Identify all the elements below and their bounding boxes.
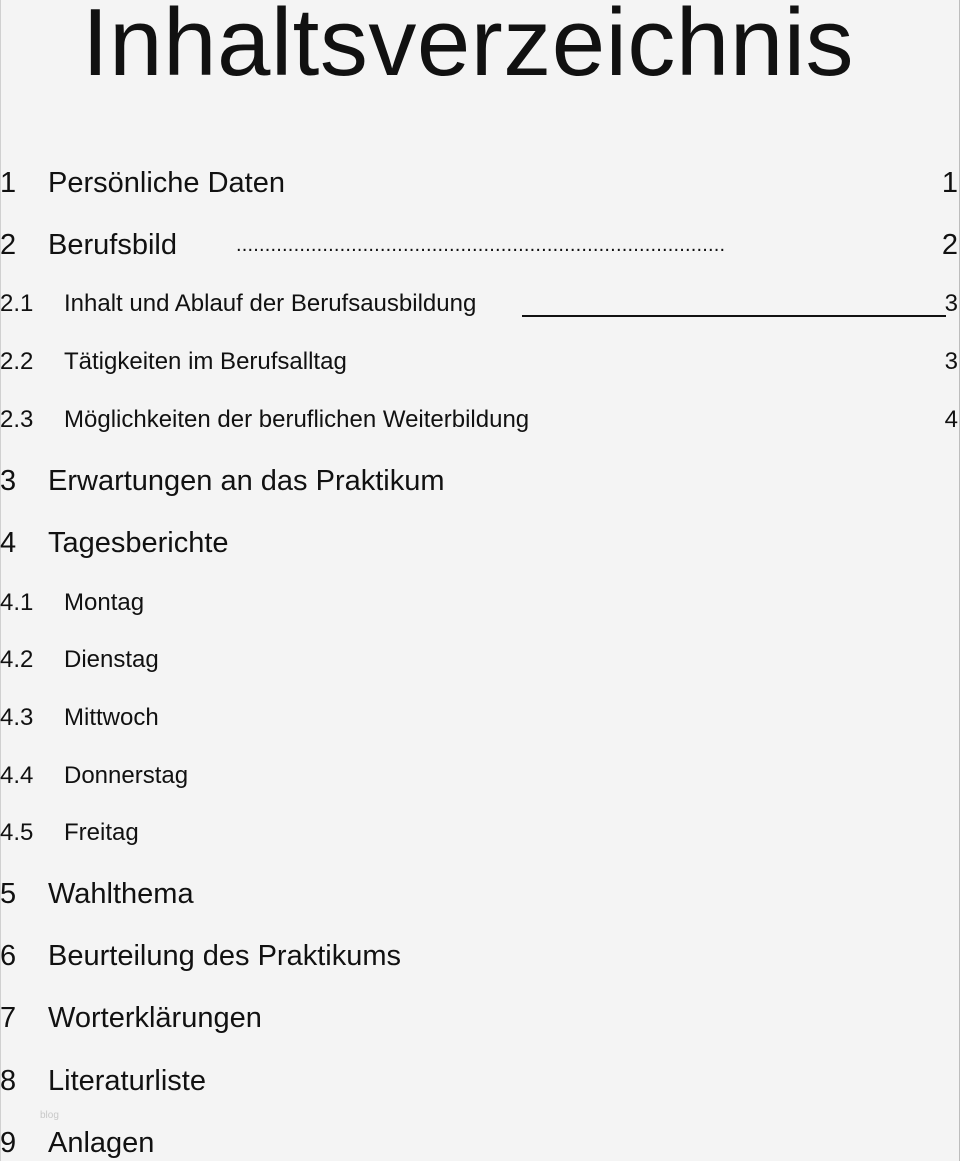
toc-line-leader xyxy=(522,315,946,317)
toc-entry-number: 2.1 xyxy=(0,290,34,317)
toc-entry[interactable] xyxy=(0,405,960,435)
toc-dot-leader: ..................................................................................... xyxy=(236,234,726,256)
toc-entry-number: 1 xyxy=(0,167,17,199)
toc-entry-number: 2 xyxy=(0,229,17,261)
toc-entry[interactable] xyxy=(0,347,960,377)
toc-entry-page: 1 xyxy=(941,167,958,199)
toc-entry-page: 3 xyxy=(944,348,958,375)
toc-entry-label: Tagesberichte xyxy=(48,527,229,559)
toc-entry-number: 9 xyxy=(0,1127,17,1159)
toc-entry[interactable] xyxy=(0,761,960,791)
watermark: blog xyxy=(40,1110,59,1121)
toc-entry-number: 5 xyxy=(0,878,17,910)
toc-entry-label: Persönliche Daten xyxy=(48,167,285,199)
toc-entry-page: 2 xyxy=(941,229,958,261)
toc-entry-number: 2.3 xyxy=(0,406,34,433)
toc-entry-label: Beurteilung des Praktikums xyxy=(48,940,401,972)
toc-entry-page: 4 xyxy=(944,406,958,433)
toc-entry[interactable] xyxy=(0,703,960,733)
toc-entry-label: Literaturliste xyxy=(48,1065,206,1097)
toc-entry-page: 3 xyxy=(944,290,958,317)
toc-entry-number: 7 xyxy=(0,1002,17,1034)
toc-entry[interactable] xyxy=(0,166,960,200)
toc-entry[interactable] xyxy=(0,1064,960,1098)
toc-entry[interactable] xyxy=(0,1126,960,1160)
toc-entry-label: Dienstag xyxy=(64,646,159,673)
toc-entry-label: Anlagen xyxy=(48,1127,155,1159)
toc-entry-label: Montag xyxy=(64,589,145,616)
toc-entry-label: Worterklärungen xyxy=(48,1002,262,1034)
toc-entry[interactable] xyxy=(0,939,960,973)
toc-entry[interactable] xyxy=(0,818,960,848)
toc-entry[interactable] xyxy=(0,877,960,911)
toc-entry[interactable] xyxy=(0,1001,960,1035)
toc-entry-label: Inhalt und Ablauf der Berufsausbildung xyxy=(64,290,477,317)
toc-entry-number: 6 xyxy=(0,940,17,972)
page-title: Inhaltsverzeichnis xyxy=(82,0,855,96)
toc-entry-number: 4.3 xyxy=(0,704,34,731)
toc-entry-label: Tätigkeiten im Berufsalltag xyxy=(64,348,347,375)
toc-entry[interactable] xyxy=(0,289,960,319)
toc-entry[interactable] xyxy=(0,228,960,262)
toc-entry-number: 4.2 xyxy=(0,646,34,673)
toc-entry-number: 4.4 xyxy=(0,762,34,789)
toc-entry-label: Donnerstag xyxy=(64,762,189,789)
toc-entry-label: Mittwoch xyxy=(64,704,159,731)
toc-entry-label: Wahlthema xyxy=(48,878,194,910)
toc-entry-label: Erwartungen an das Praktikum xyxy=(48,465,445,497)
toc-entry-number: 8 xyxy=(0,1065,17,1097)
toc-entry[interactable] xyxy=(0,464,960,498)
toc-entry[interactable] xyxy=(0,588,960,618)
toc-entry-label: Freitag xyxy=(64,819,139,846)
toc-entry[interactable] xyxy=(0,645,960,675)
toc-entry-number: 4.5 xyxy=(0,819,34,846)
toc-entry-number: 2.2 xyxy=(0,348,34,375)
toc-entry-label: Berufsbild xyxy=(48,229,177,261)
toc-entry-label: Möglichkeiten der beruflichen Weiterbildung xyxy=(64,406,530,433)
toc-entry[interactable] xyxy=(0,526,960,560)
toc-entry-number: 4.1 xyxy=(0,589,34,616)
toc-entry-number: 3 xyxy=(0,465,17,497)
toc-entry-number: 4 xyxy=(0,527,17,559)
